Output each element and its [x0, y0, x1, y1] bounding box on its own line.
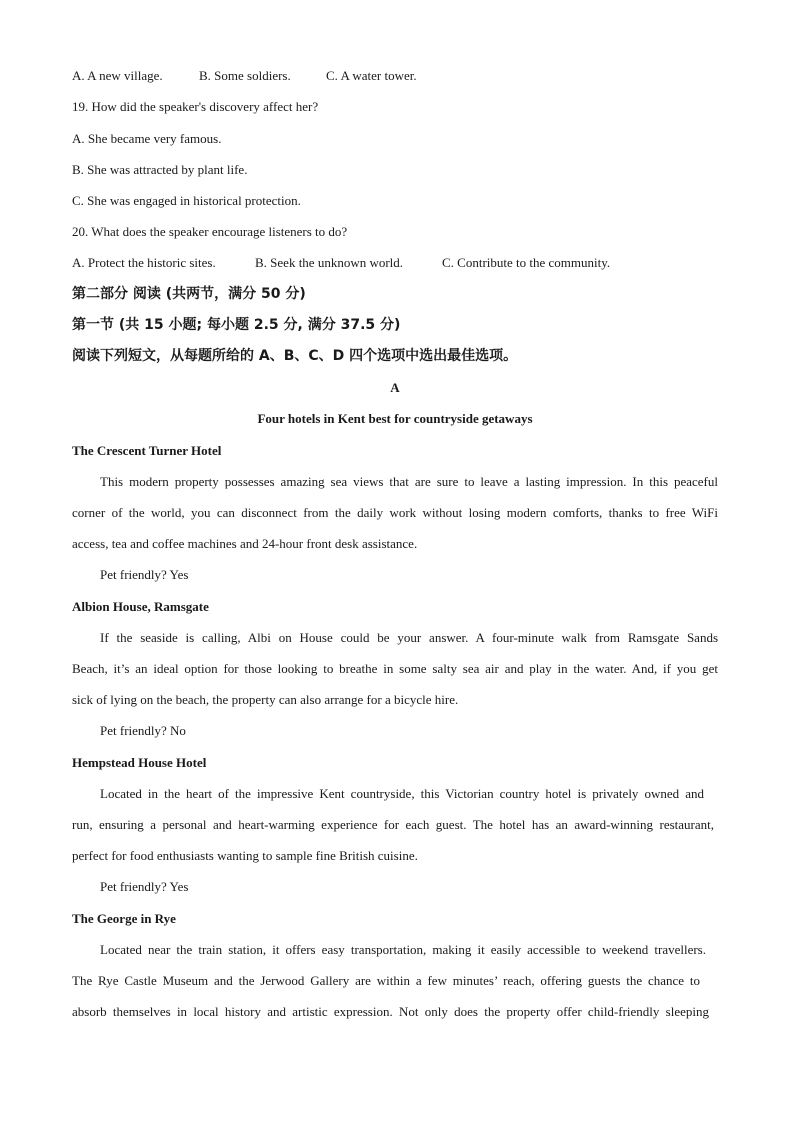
paragraph-line: Beach, it’s an ideal option for those looking to breathe in some salty sea air and play in the water. And, if you get [72, 661, 718, 676]
pet-friendly: Pet friendly? No [100, 723, 186, 738]
paragraph-line: The Rye Castle Museum and the Jerwood Gallery are within a few minutes’ reach, offering guests the chance to [72, 973, 700, 988]
q19-question: 19. How did the speaker's discovery affect her? [72, 99, 319, 114]
q18-option-a: A. A new village. [72, 68, 163, 83]
q20-option-c: C. Contribute to the community. [442, 255, 611, 270]
q20-question: 20. What does the speaker encourage listeners to do? [72, 224, 348, 239]
q19-option-c: C. She was engaged in historical protection. [72, 193, 301, 208]
passage-letter: A [390, 380, 400, 395]
q20-option-a: A. Protect the historic sites. [72, 255, 216, 270]
section1-heading: 第一节 (共 15 小题; 每小题 2.5 分, 满分 37.5 分) [72, 317, 401, 333]
paragraph-line: perfect for food enthusiasts wanting to sample fine British cuisine. [72, 848, 418, 863]
passage-title: Four hotels in Kent best for countryside getaways [257, 411, 533, 426]
pet-friendly: Pet friendly? Yes [100, 567, 189, 582]
paragraph-line: run, ensuring a personal and heart-warming experience for each guest. The hotel has an award-winning restaurant, [72, 817, 714, 832]
paragraph-line: corner of the world, you can disconnect from the daily work without losing modern comforts, thanks to free WiFi [72, 505, 718, 520]
paragraph-line: This modern property possesses amazing sea views that are sure to leave a lasting impression. In this peaceful [100, 474, 718, 489]
paragraph-line: Located near the train station, it offers easy transportation, making it easily accessible to weekend travellers. [100, 942, 706, 957]
reading-instruction: 阅读下列短文，从每题所给的 A、B、C、D 四个选项中选出最佳选项。 [72, 348, 518, 364]
paragraph-line: access, tea and coffee machines and 24-hour front desk assistance. [72, 536, 418, 551]
q18-option-b: B. Some soldiers. [199, 68, 291, 83]
hotel-name: Hempstead House Hotel [72, 755, 207, 770]
q20-option-b: B. Seek the unknown world. [255, 255, 404, 270]
paragraph-line: sick of lying on the beach, the property can also arrange for a bicycle hire. [72, 692, 459, 707]
q18-options [72, 68, 417, 84]
paragraph-line: If the seaside is calling, Albi on House could be your answer. A four-minute walk from Ramsgate Sands [100, 630, 718, 645]
q18-option-c: C. A water tower. [326, 68, 417, 83]
hotel-name: The George in Rye [72, 911, 176, 926]
paragraph-line: Located in the heart of the impressive Kent countryside, this Victorian country hotel is privately owned and [100, 786, 704, 801]
pet-friendly: Pet friendly? Yes [100, 879, 189, 894]
q19-option-b: B. She was attracted by plant life. [72, 162, 248, 177]
q20-options [72, 255, 610, 271]
hotel-name: Albion House, Ramsgate [72, 599, 209, 614]
q19-option-a: A. She became very famous. [72, 131, 222, 146]
paragraph-line: absorb themselves in local history and artistic expression. Not only does the property offer child-friendly sleeping [72, 1004, 709, 1019]
part2-heading: 第二部分 阅读 (共两节，满分 50 分) [72, 286, 306, 302]
hotel-name: The Crescent Turner Hotel [72, 443, 222, 458]
